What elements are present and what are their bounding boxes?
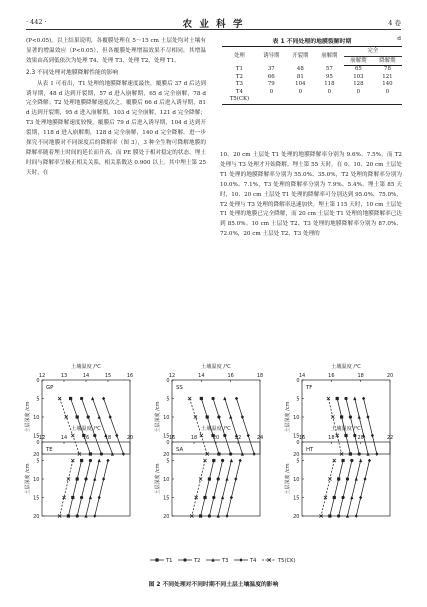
data-point: [346, 477, 349, 480]
data-point: [344, 397, 347, 400]
x-tick-label: 18: [190, 435, 198, 441]
panel-label: SS: [176, 385, 183, 391]
data-point: [358, 452, 361, 455]
data-point: [247, 434, 250, 438]
data-point: [344, 434, 347, 437]
figure-caption: 图 2 不同处理对不同时期不同土层土壤温度的影响: [148, 582, 279, 588]
x-tick-label: 15: [104, 373, 112, 379]
x-tick-label: 12: [168, 373, 176, 379]
data-point: [212, 496, 215, 499]
data-point: [235, 397, 238, 401]
data-point: [368, 459, 371, 463]
series-line-t4: [104, 399, 124, 455]
x-tick-label: 18: [256, 373, 264, 379]
data-point: [353, 434, 356, 437]
plot-frame: [172, 442, 260, 516]
data-point: [109, 415, 112, 419]
y-tick-label: 5: [36, 396, 40, 403]
data-point: [230, 496, 233, 500]
series-line-t4: [95, 461, 108, 517]
data-point: [76, 415, 79, 418]
data-point: [211, 397, 214, 400]
panel-label: GP: [46, 385, 54, 391]
data-point: [80, 459, 83, 462]
x-tick-label: 20: [126, 435, 134, 441]
table-cell: 79: [267, 81, 275, 88]
table-cell: 0: [385, 88, 390, 95]
x-tick-label: 22: [234, 435, 242, 441]
panel-label: SA: [176, 447, 184, 453]
y-tick-label: 5: [296, 396, 300, 403]
table-cell: 0: [298, 88, 303, 95]
y-tick-label: 20: [293, 513, 300, 520]
data-point: [229, 415, 232, 419]
data-point: [253, 452, 256, 456]
table-header: 处理: [222, 47, 257, 66]
data-point: [229, 452, 232, 455]
y-axis-label: 土层深度 /cm: [25, 401, 31, 433]
data-point: [76, 477, 79, 480]
data-point: [362, 397, 365, 401]
table-cell: T3: [235, 81, 243, 88]
table-cell: 121: [382, 73, 393, 80]
table-cell: T4: [235, 88, 243, 95]
data-point: [115, 434, 118, 438]
data-point: [221, 459, 224, 462]
data-point: [225, 514, 228, 518]
series-line-t3: [218, 461, 231, 517]
data-point: [350, 496, 353, 500]
y-tick-label: 15: [33, 433, 40, 440]
table-header: 完全: [344, 47, 402, 57]
y-tick-label: 10: [293, 414, 300, 421]
legend-label: T1: [166, 558, 173, 564]
x-tick-label: 16: [298, 435, 306, 441]
data-point: [93, 434, 96, 437]
data-point: [98, 496, 101, 500]
data-point: [69, 397, 72, 400]
data-point: [71, 434, 74, 437]
data-point: [359, 496, 362, 500]
data-point: [223, 434, 226, 437]
data-point: [212, 459, 215, 462]
data-point: [241, 415, 244, 419]
table-cell: T2: [235, 73, 243, 80]
legend-marker: [155, 558, 158, 561]
legend-marker: [239, 558, 242, 562]
table-cell: 57: [325, 65, 333, 72]
section-heading: 2.3 不同处理对地膜降解性能的影响: [26, 69, 119, 76]
y-axis-label: 土层深度 /cm: [285, 463, 291, 495]
y-tick-label: 20: [163, 451, 170, 458]
data-point: [89, 496, 92, 500]
y-tick-label: 20: [163, 513, 170, 520]
x-tick-label: 16: [328, 373, 335, 379]
data-point: [341, 496, 344, 499]
y-axis-label: 土层深度 /cm: [285, 401, 291, 433]
series-line-t4: [234, 399, 255, 455]
table-cell: 103: [353, 73, 364, 80]
series-line-t5ck: [60, 461, 73, 517]
y-tick-label: 5: [296, 458, 300, 465]
x-tick-label: 16: [168, 435, 176, 441]
x-tick-label: 14: [82, 373, 90, 379]
y-axis-label: 土层深度 /cm: [155, 401, 161, 433]
y-tick-label: 15: [33, 495, 40, 502]
y-axis-label: 土层深度 /cm: [25, 463, 31, 495]
data-point: [203, 496, 206, 499]
y-tick-label: 0: [166, 439, 170, 446]
y-tick-label: 20: [33, 451, 40, 458]
y-tick-label: 10: [33, 414, 40, 421]
data-point: [358, 415, 361, 419]
data-point: [98, 415, 101, 419]
series-line-t1: [68, 461, 81, 517]
data-point: [340, 415, 343, 418]
data-point: [349, 415, 352, 418]
data-point: [67, 514, 70, 517]
data-point: [102, 397, 105, 401]
y-tick-label: 15: [293, 433, 300, 440]
x-axis-label: 土壤温度 /℃: [331, 364, 361, 370]
data-point: [353, 397, 356, 401]
table-cell: 65: [354, 66, 362, 73]
table-cell: 104: [295, 81, 306, 88]
page-number: · 442 ·: [26, 18, 47, 26]
data-point: [217, 452, 220, 455]
y-tick-label: 0: [36, 377, 40, 384]
x-tick-label: 14: [60, 435, 68, 441]
data-point: [234, 477, 237, 481]
data-point: [93, 514, 96, 518]
panel-label: TF: [306, 385, 313, 391]
y-tick-label: 15: [293, 495, 300, 502]
data-point: [200, 397, 203, 400]
y-tick-label: 0: [36, 439, 40, 446]
y-tick-label: 5: [36, 458, 40, 465]
y-tick-label: 0: [296, 377, 300, 384]
y-tick-label: 15: [163, 433, 170, 440]
data-point: [80, 397, 83, 400]
data-point: [371, 434, 374, 438]
data-point: [337, 514, 340, 517]
data-point: [223, 397, 226, 401]
data-point: [221, 496, 224, 500]
x-tick-label: 14: [298, 373, 306, 379]
data-point: [84, 477, 87, 480]
y-tick-label: 0: [166, 377, 170, 384]
y-tick-label: 10: [293, 476, 300, 483]
data-point: [328, 514, 331, 517]
data-point: [217, 415, 220, 418]
data-point: [206, 415, 209, 418]
data-point: [337, 477, 340, 480]
series-line-t4: [227, 461, 240, 517]
x-tick-label: 18: [328, 435, 335, 441]
table-header: 开裂期: [286, 47, 315, 66]
table-cell: 48: [296, 65, 304, 72]
data-point: [71, 496, 74, 499]
x-tick-label: 16: [126, 373, 134, 379]
series-line-t1: [330, 461, 343, 517]
paragraph: (P<0.05)。以上结果说明，各覆膜处理在 5～15 cm 土层处均对土壤有显著的增温效应（P<0.05），但各覆膜处理增温效果不尽相同，其增温效果由高到低依次为处理 T4、处理 T3、处理 T2、处理 T1。: [26, 38, 206, 64]
table-cell: T5(CK): [222, 96, 257, 104]
legend-label: T2: [194, 558, 201, 564]
table-caption: 表 1 不同处理的地膜裂解时期: [272, 39, 352, 45]
volume-label: 4 卷: [388, 19, 401, 27]
series-line-t5ck: [321, 461, 334, 517]
series-line-t1: [201, 461, 214, 517]
x-tick-label: 18: [104, 435, 112, 441]
data-point: [349, 452, 352, 455]
x-axis-label: 土壤温度 /℃: [331, 426, 361, 432]
plot-frame: [302, 380, 390, 454]
table-cell: 118: [324, 81, 335, 88]
series-line-t5ck: [192, 461, 205, 517]
x-axis-label: 土壤温度 /℃: [201, 364, 231, 370]
x-tick-label: 14: [198, 373, 205, 379]
data-point: [65, 415, 68, 418]
data-point: [341, 459, 344, 462]
x-tick-label: 22: [386, 435, 394, 441]
x-tick-label: 12: [38, 435, 46, 441]
data-point: [89, 452, 92, 455]
y-tick-label: 20: [33, 513, 40, 520]
x-tick-label: 16: [82, 435, 90, 441]
series-line-t2: [339, 461, 352, 517]
data-point: [122, 452, 125, 456]
data-point: [76, 514, 79, 517]
series-line-t4: [364, 399, 377, 455]
data-point: [93, 477, 96, 481]
table-header: 降解期: [373, 56, 402, 66]
y-axis-label: 土层深度 /cm: [155, 463, 161, 495]
data-point: [363, 477, 366, 481]
data-point: [375, 452, 378, 456]
paragraph: 从表 1 可看出，T1 处理的地膜降解速度最快，覆膜后 37 d 后达到诱导期，48 d 达到开裂期，57 d 进入崩解期，65 d 完全崩解，78 d 完全降解；T2 处理地膜降解速度次之，覆膜后 66 d 后进入诱导期，81 d 达到开裂期，95 d 进入崩解期，103 d 完全崩解，121 d 完全降解；T3 处理地膜降解速度较慢，覆膜后 79 d 后进入诱导期，104 d 达到开裂期，118 d 进入崩解期，128 d 完全崩解，140 d 完全降解。进一步探究不同地膜对不同深度后的降解率（图 3），3 种全生物可降解地膜的降解率随着埋土时间的延长而升高，而 PE 膜处于相对稳定的状态。埋土时间与降解率呈极正相关关系，相关系数达 0.900 以上。其中埋土第 25 天时，在: [26, 80, 206, 176]
y-tick-label: 10: [33, 476, 40, 483]
data-point: [106, 459, 109, 463]
table-cell: 0: [356, 88, 361, 95]
y-tick-label: 15: [163, 495, 170, 502]
x-tick-label: 20: [212, 435, 220, 441]
data-point: [225, 477, 228, 481]
y-tick-label: 5: [166, 396, 170, 403]
x-tick-label: 20: [357, 435, 364, 441]
data-point: [333, 496, 336, 499]
data-point: [100, 452, 103, 455]
legend-label: T4: [250, 558, 257, 564]
data-point: [80, 496, 83, 499]
table-cell: 81: [296, 73, 304, 80]
series-line-t4: [356, 461, 369, 517]
panel-label: TE: [46, 447, 53, 453]
data-point: [91, 397, 94, 401]
data-point: [208, 514, 211, 517]
data-point: [208, 477, 211, 480]
data-point: [359, 459, 362, 463]
data-point: [336, 397, 339, 400]
table-cell: 0: [269, 88, 274, 95]
table-unit: d: [397, 36, 401, 42]
paragraph: 10、20 cm 土层处 T1 处理的地膜降解率分别为 9.6%、7.5%，而 T2 处理与 T3 处理才开始降解。埋土第 55 天时，在 0、10、20 cm 土层处 T1 处理的地膜降解率分别为 55.0%、35.0%，T2 处理的降解率分别为 10.0%、7.1%，T3 处理的降解率分别为 7.9%、5.4%。埋土第 85 天时，10、20 cm 土层处 T1 处理的降解率可分别达到 95.0%、75.0%，T2 处理与 T3 处理的降解率迅速加快。埋土第 115 天时，10 cm 土层处 T1 处理的地膜已完全降解，而 20 cm 土层处 T1 处理的地膜降解率已达到 85.0%。10 cm 土层处 T2、T3 处理的地膜降解率分别为 87.0%、72.0%，20 cm 土层处 T2、T3 处理的: [220, 152, 402, 238]
table-cell: 66: [267, 73, 275, 80]
y-tick-label: 0: [296, 439, 300, 446]
legend-label: T5(CK): [278, 558, 296, 564]
data-point: [98, 459, 101, 463]
y-tick-label: 5: [166, 458, 170, 465]
table-cell: T1: [235, 65, 243, 72]
data-point: [217, 477, 220, 480]
data-point: [366, 415, 369, 419]
data-point: [350, 459, 353, 462]
series-line-t2: [77, 461, 90, 517]
journal-title: 农 业 科 学: [182, 19, 245, 30]
x-tick-label: 16: [227, 373, 234, 379]
x-axis-label: 土壤温度 /℃: [201, 426, 231, 432]
data-point: [58, 397, 61, 400]
table-cell: 95: [325, 73, 333, 80]
table-header: 崩解期: [344, 56, 373, 66]
y-tick-label: 20: [293, 451, 300, 458]
x-tick-label: 13: [60, 373, 68, 379]
legend-label: T3: [222, 558, 229, 564]
data-point: [355, 514, 358, 518]
data-point: [102, 477, 105, 481]
y-tick-label: 10: [163, 476, 170, 483]
series-line-t2: [209, 461, 222, 517]
data-point: [87, 415, 90, 418]
table-cell: 37: [267, 65, 275, 72]
series-line-t3: [347, 461, 360, 517]
data-point: [239, 459, 242, 463]
data-point: [355, 477, 358, 481]
x-tick-label: 18: [357, 373, 364, 379]
table-cell: 128: [353, 81, 364, 88]
x-tick-label: 24: [256, 435, 264, 441]
data-point: [199, 514, 202, 517]
y-tick-label: 10: [163, 414, 170, 421]
table-header: 诱导期: [257, 47, 286, 66]
panel-label: HT: [306, 447, 314, 453]
table-cell: 78: [384, 66, 391, 73]
table-cell: 0: [327, 88, 332, 95]
x-tick-label: 20: [386, 373, 394, 379]
table-header: 崩解期: [315, 47, 344, 66]
table-cell: 140: [382, 81, 393, 88]
data-point: [89, 459, 92, 462]
legend-marker: [183, 558, 186, 561]
series-line-t3: [86, 461, 99, 517]
x-tick-label: 12: [38, 373, 46, 379]
data-point: [230, 459, 233, 463]
x-axis-label: 土壤温度 /℃: [71, 426, 101, 432]
x-axis-label: 土壤温度 /℃: [71, 364, 101, 370]
